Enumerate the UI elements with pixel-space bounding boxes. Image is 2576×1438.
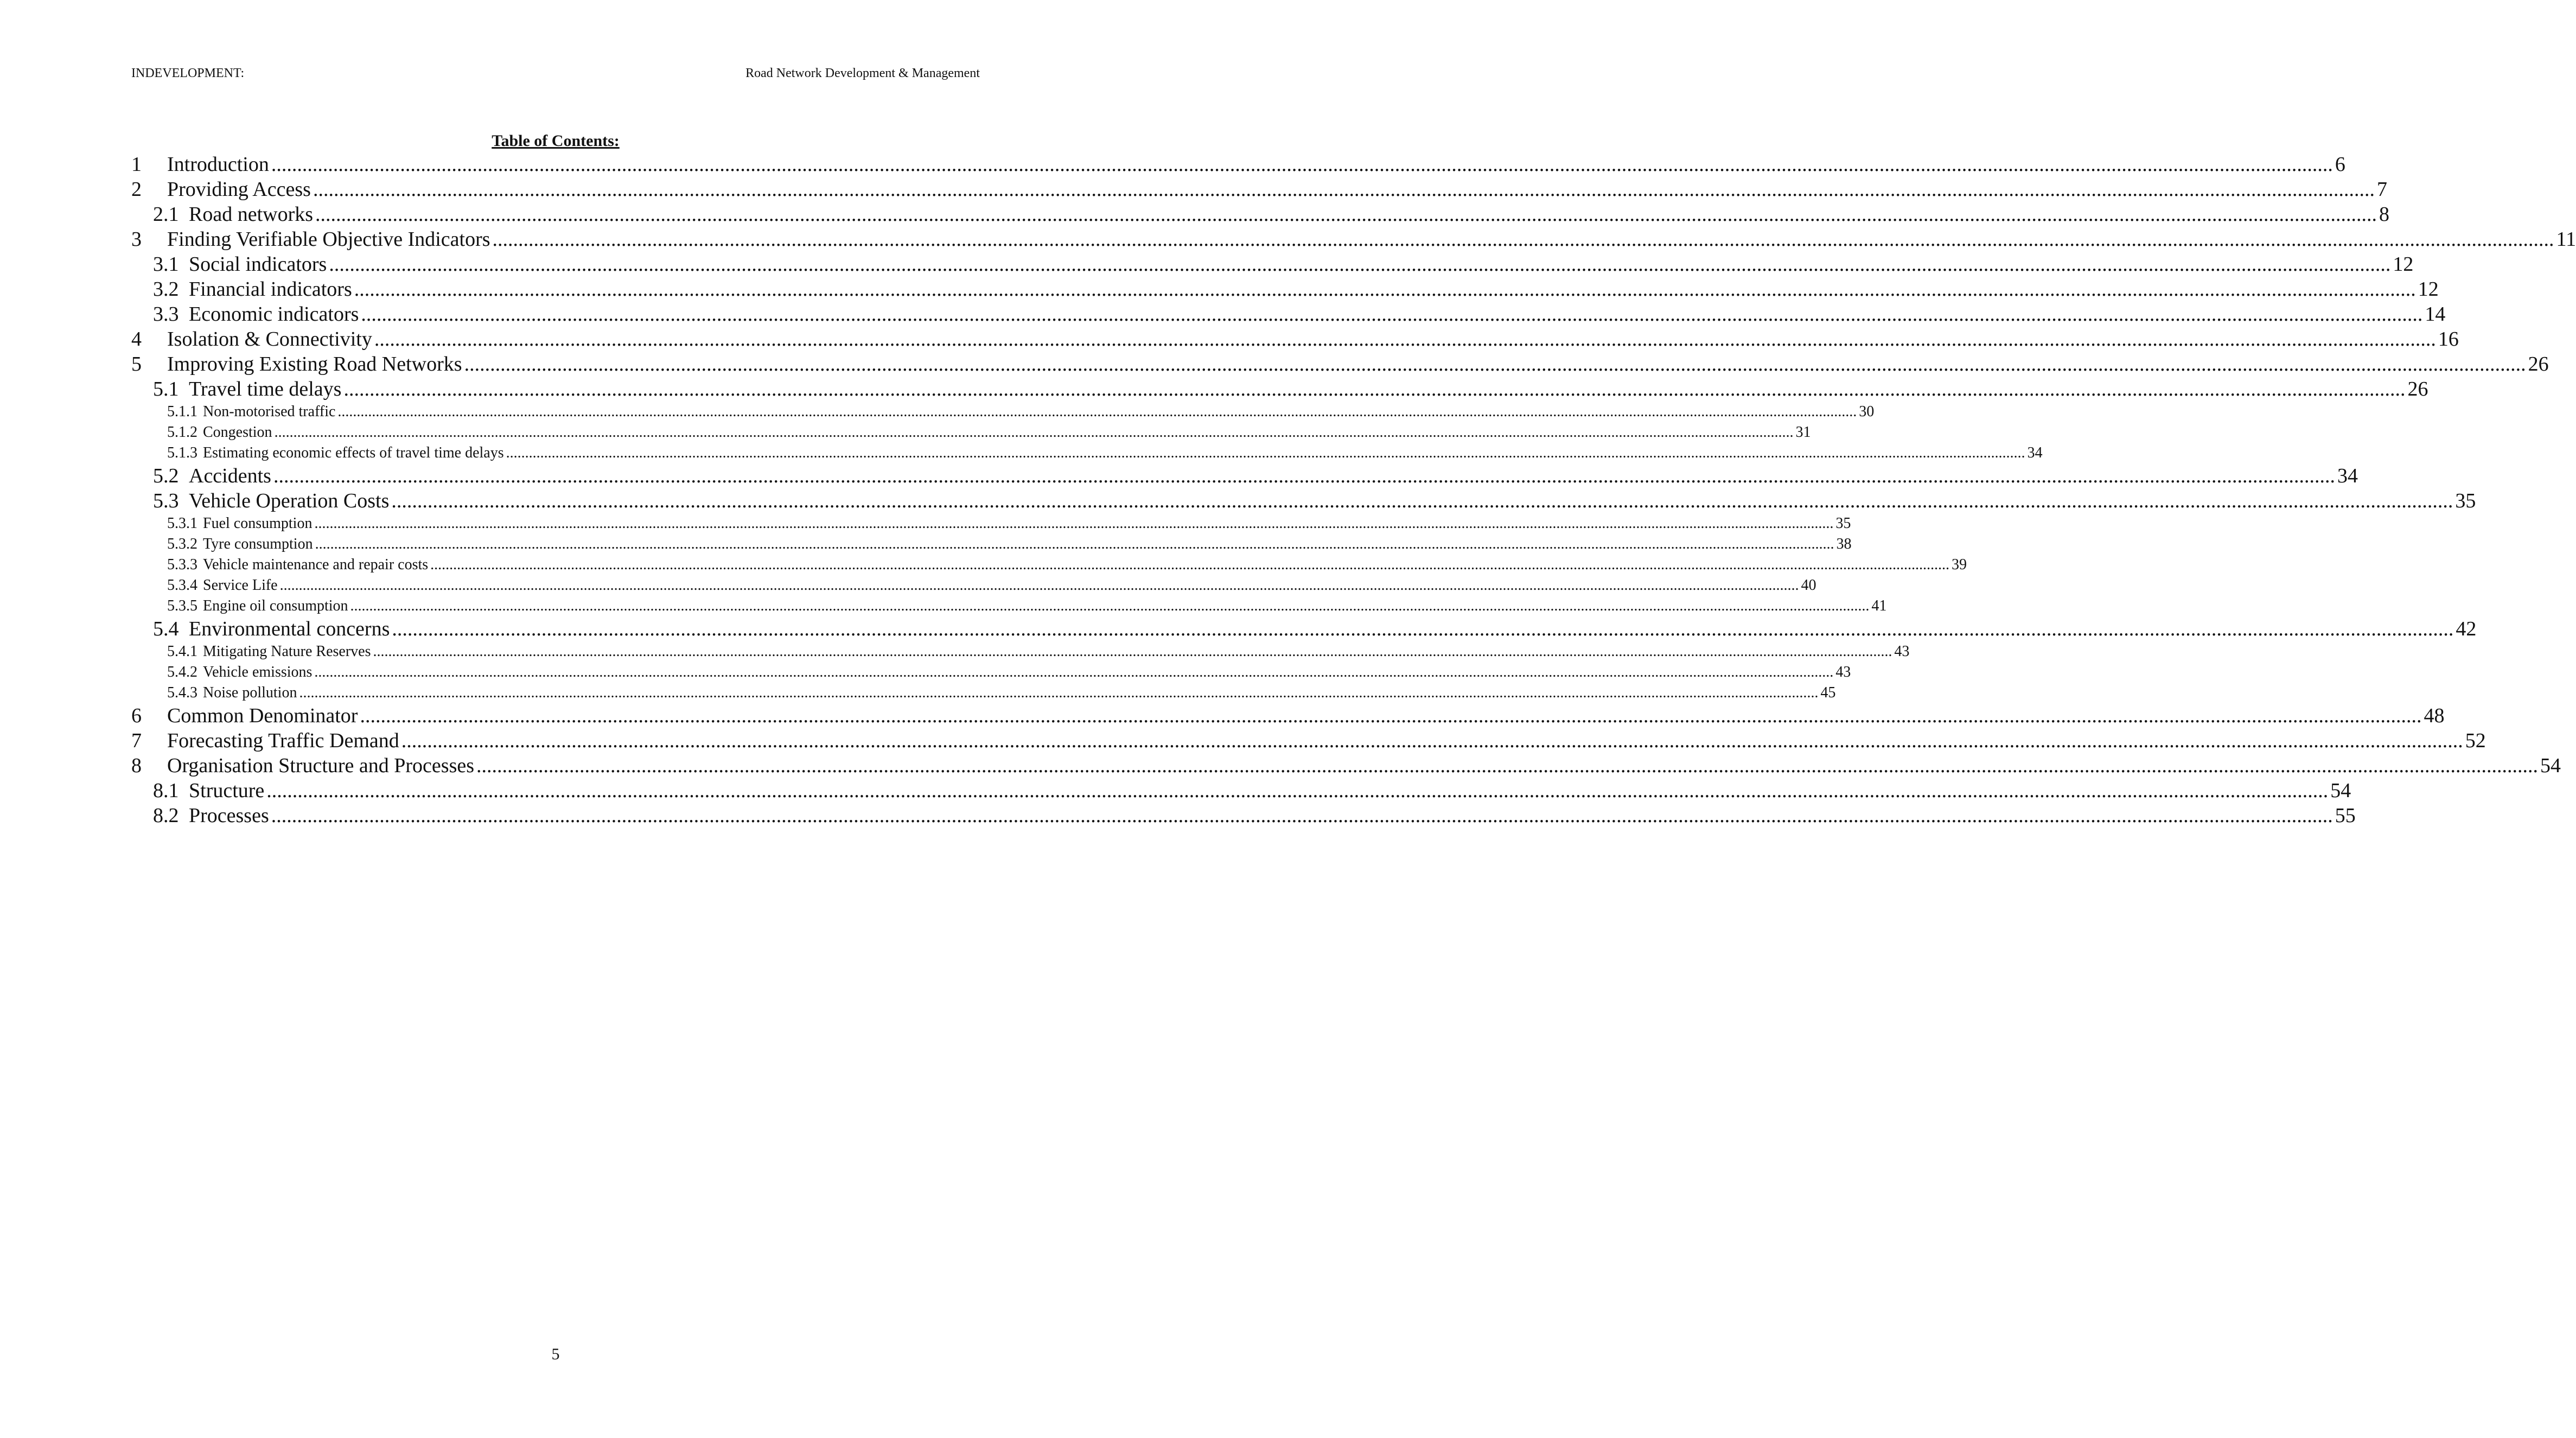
toc-entry[interactable] bbox=[131, 513, 1851, 534]
running-header-right: Road Network Development & Management bbox=[745, 66, 980, 80]
toc-entry[interactable] bbox=[131, 778, 2351, 803]
toc-entry-page: 26 bbox=[2528, 353, 2549, 376]
toc-entry-label: Engine oil consumption bbox=[203, 597, 348, 614]
toc-entry-number: 4 bbox=[131, 328, 142, 351]
toc-entry-label: Vehicle emissions bbox=[203, 664, 313, 680]
toc-entry-page: 55 bbox=[2335, 804, 2356, 827]
toc-entry[interactable] bbox=[131, 252, 2414, 277]
toc-dot-leader: ................................................................................................................................................................................................................................................................................................................................................................................................................ bbox=[329, 253, 2391, 276]
toc-dot-leader: ................................................................................................................................................................................................................................................................................................................................................................................................................ bbox=[279, 577, 1799, 594]
toc-dot-leader: ................................................................................................................................................................................................................................................................................................................................................................................................................ bbox=[354, 278, 2416, 301]
toc-entry-label: Providing Access bbox=[167, 178, 311, 201]
toc-entry[interactable] bbox=[131, 555, 1967, 575]
toc-entry-page: 41 bbox=[1871, 597, 1887, 614]
toc-entry[interactable] bbox=[131, 753, 2561, 778]
toc-entry-label: Forecasting Traffic Demand bbox=[167, 729, 399, 752]
toc-dot-leader: ................................................................................................................................................................................................................................................................................................................................................................................................................ bbox=[430, 556, 1950, 573]
toc-entry-page: 35 bbox=[2455, 489, 2476, 512]
toc-entry-page: 39 bbox=[1952, 556, 1967, 573]
toc-entry-number: 5.4.2 bbox=[167, 664, 197, 680]
page-number: 5 bbox=[551, 1345, 560, 1363]
toc-entry-number: 5.3.1 bbox=[167, 515, 197, 532]
toc-entry[interactable] bbox=[131, 202, 2390, 227]
toc-dot-leader: ................................................................................................................................................................................................................................................................................................................................................................................................................ bbox=[373, 643, 1892, 660]
toc-entry-number: 5 bbox=[131, 353, 142, 376]
toc-entry-page: 30 bbox=[1859, 403, 1874, 420]
toc-dot-leader: ................................................................................................................................................................................................................................................................................................................................................................................................................ bbox=[271, 153, 2333, 176]
toc-entry-number: 5.3.4 bbox=[167, 577, 197, 594]
toc-entry-label: Introduction bbox=[167, 153, 269, 176]
toc-entry-page: 12 bbox=[2418, 278, 2439, 301]
toc-entry[interactable] bbox=[131, 277, 2439, 302]
toc-entry[interactable] bbox=[131, 534, 1852, 555]
toc-entry-number: 8.1 bbox=[153, 779, 179, 802]
toc-entry-number: 8.2 bbox=[153, 804, 179, 827]
toc-dot-leader: ................................................................................................................................................................................................................................................................................................................................................................................................................ bbox=[315, 203, 2377, 226]
toc-entry-number: 1 bbox=[131, 153, 142, 176]
toc-entry-number: 2.1 bbox=[153, 203, 179, 226]
toc-dot-leader: ................................................................................................................................................................................................................................................................................................................................................................................................................ bbox=[273, 465, 2335, 487]
toc-entry-label: Financial indicators bbox=[189, 278, 352, 301]
toc-entry-label: Mitigating Nature Reserves bbox=[203, 643, 371, 660]
toc-dot-leader: ................................................................................................................................................................................................................................................................................................................................................................................................................ bbox=[401, 729, 2463, 752]
toc-dot-leader: ................................................................................................................................................................................................................................................................................................................................................................................................................ bbox=[374, 328, 2436, 351]
toc-entry-page: 8 bbox=[2379, 203, 2390, 226]
toc-dot-leader: ................................................................................................................................................................................................................................................................................................................................................................................................................ bbox=[476, 754, 2539, 777]
toc-entry[interactable] bbox=[131, 352, 2549, 377]
toc-entry-label: Service Life bbox=[203, 577, 278, 594]
toc-dot-leader: ................................................................................................................................................................................................................................................................................................................................................................................................................ bbox=[314, 664, 1834, 680]
toc-dot-leader: ................................................................................................................................................................................................................................................................................................................................................................................................................ bbox=[360, 704, 2422, 727]
toc-entry[interactable] bbox=[131, 302, 2446, 327]
toc-entry-label: Road networks bbox=[189, 203, 314, 226]
toc-entry-number: 3 bbox=[131, 228, 142, 251]
toc-entry-number: 5.1.3 bbox=[167, 444, 197, 461]
toc-entry[interactable] bbox=[131, 641, 1910, 662]
toc-entry[interactable] bbox=[131, 422, 1811, 443]
toc-entry-label: Estimating economic effects of travel time delays bbox=[203, 444, 504, 461]
toc-dot-leader: ................................................................................................................................................................................................................................................................................................................................................................................................................ bbox=[492, 228, 2554, 251]
toc-entry-label: Improving Existing Road Networks bbox=[167, 353, 462, 376]
toc-entry-label: Processes bbox=[189, 804, 269, 827]
toc-entry-label: Vehicle Operation Costs bbox=[189, 489, 390, 512]
toc-entry-label: Accidents bbox=[189, 465, 271, 487]
toc-entry-number: 5.3.2 bbox=[167, 536, 197, 552]
toc-entry-page: 52 bbox=[2465, 729, 2486, 752]
toc-entry-page: 16 bbox=[2438, 328, 2459, 351]
toc-dot-leader: ................................................................................................................................................................................................................................................................................................................................................................................................................ bbox=[391, 489, 2453, 512]
toc-entry-page: 12 bbox=[2393, 253, 2414, 276]
toc-entry-page: 26 bbox=[2407, 378, 2428, 400]
toc-entry-label: Finding Verifiable Objective Indicators bbox=[167, 228, 490, 251]
toc-entry-number: 2 bbox=[131, 178, 142, 201]
toc-entry[interactable] bbox=[131, 683, 1836, 703]
toc-entry-number: 3.2 bbox=[153, 278, 179, 301]
toc-entry-number: 7 bbox=[131, 729, 142, 752]
toc-entry-label: Economic indicators bbox=[189, 303, 359, 326]
toc-dot-leader: ................................................................................................................................................................................................................................................................................................................................................................................................................ bbox=[337, 403, 1857, 420]
toc-entry-label: Travel time delays bbox=[189, 378, 342, 400]
toc-entry[interactable] bbox=[131, 377, 2428, 402]
toc-entry-page: 45 bbox=[1820, 684, 1836, 701]
toc-entry-label: Isolation & Connectivity bbox=[167, 328, 372, 351]
toc-entry-number: 5.1.2 bbox=[167, 424, 197, 441]
toc-entry-label: Vehicle maintenance and repair costs bbox=[203, 556, 429, 573]
toc-entry-number: 5.4 bbox=[153, 618, 179, 640]
toc-entry-label: Organisation Structure and Processes bbox=[167, 754, 475, 777]
toc-entry-label: Common Denominator bbox=[167, 704, 358, 727]
toc-entry-number: 5.3.3 bbox=[167, 556, 197, 573]
toc-entry-number: 3.3 bbox=[153, 303, 179, 326]
toc-entry-page: 54 bbox=[2330, 779, 2351, 802]
toc-entry-page: 6 bbox=[2335, 153, 2345, 176]
toc-entry-label: Fuel consumption bbox=[203, 515, 313, 532]
toc-dot-leader: ................................................................................................................................................................................................................................................................................................................................................................................................................ bbox=[506, 444, 2025, 461]
toc-dot-leader: ................................................................................................................................................................................................................................................................................................................................................................................................................ bbox=[314, 515, 1834, 532]
toc-dot-leader: ................................................................................................................................................................................................................................................................................................................................................................................................................ bbox=[299, 684, 1819, 701]
toc-entry-page: 11 bbox=[2556, 228, 2576, 251]
toc-entry[interactable] bbox=[131, 227, 2576, 252]
toc-entry-number: 5.3.5 bbox=[167, 597, 197, 614]
toc-entry[interactable] bbox=[131, 616, 2477, 641]
toc-dot-leader: ................................................................................................................................................................................................................................................................................................................................................................................................................ bbox=[464, 353, 2526, 376]
toc-entry-label: Congestion bbox=[203, 424, 272, 441]
toc-entry[interactable] bbox=[131, 463, 2358, 488]
toc-entry[interactable] bbox=[131, 177, 2387, 202]
toc-dot-leader: ................................................................................................................................................................................................................................................................................................................................................................................................................ bbox=[350, 597, 1870, 614]
toc-entry-label: Noise pollution bbox=[203, 684, 297, 701]
toc-dot-leader: ................................................................................................................................................................................................................................................................................................................................................................................................................ bbox=[266, 779, 2329, 802]
toc-entry-page: 35 bbox=[1835, 515, 1851, 532]
toc-entry-page: 43 bbox=[1835, 664, 1851, 680]
toc-entry[interactable] bbox=[131, 575, 1816, 596]
toc-entry[interactable] bbox=[131, 728, 2486, 753]
toc-entry[interactable] bbox=[131, 402, 1874, 422]
toc-entry[interactable] bbox=[131, 803, 2356, 828]
toc-entry[interactable] bbox=[131, 443, 2043, 463]
toc-entry[interactable] bbox=[131, 488, 2476, 513]
toc-entry-label: Tyre consumption bbox=[203, 536, 313, 552]
toc-entry[interactable] bbox=[131, 596, 1887, 616]
toc-entry-number: 5.4.3 bbox=[167, 684, 197, 701]
toc-entry-label: Environmental concerns bbox=[189, 618, 390, 640]
toc-entry-page: 34 bbox=[2337, 465, 2358, 487]
toc-entry-page: 7 bbox=[2376, 178, 2387, 201]
toc-entry-page: 42 bbox=[2456, 618, 2477, 640]
toc-entry-number: 5.3 bbox=[153, 489, 179, 512]
toc-entry-page: 34 bbox=[2027, 444, 2043, 461]
toc-entry-label: Non-motorised traffic bbox=[203, 403, 336, 420]
toc-dot-leader: ................................................................................................................................................................................................................................................................................................................................................................................................................ bbox=[315, 536, 1834, 552]
running-header-left: INDEVELOPMENT: bbox=[131, 66, 245, 80]
toc-entry[interactable] bbox=[131, 152, 2345, 177]
toc-entry-page: 31 bbox=[1795, 424, 1811, 441]
toc-entry-number: 5.1.1 bbox=[167, 403, 197, 420]
toc-entry-page: 14 bbox=[2425, 303, 2446, 326]
toc-dot-leader: ................................................................................................................................................................................................................................................................................................................................................................................................................ bbox=[271, 804, 2333, 827]
table-of-contents bbox=[131, 152, 2576, 828]
toc-entry-number: 5.4.1 bbox=[167, 643, 197, 660]
toc-entry-number: 8 bbox=[131, 754, 142, 777]
toc-entry-number: 5.1 bbox=[153, 378, 179, 400]
toc-entry[interactable] bbox=[131, 703, 2445, 728]
toc-title: Table of Contents: bbox=[492, 132, 620, 150]
toc-entry-label: Social indicators bbox=[189, 253, 327, 276]
toc-entry[interactable] bbox=[131, 662, 1851, 683]
toc-entry[interactable] bbox=[131, 327, 2459, 352]
toc-entry-number: 5.2 bbox=[153, 465, 179, 487]
toc-entry-page: 54 bbox=[2540, 754, 2561, 777]
toc-dot-leader: ................................................................................................................................................................................................................................................................................................................................................................................................................ bbox=[392, 618, 2454, 640]
toc-dot-leader: ................................................................................................................................................................................................................................................................................................................................................................................................................ bbox=[361, 303, 2423, 326]
toc-entry-page: 38 bbox=[1836, 536, 1852, 552]
toc-entry-page: 48 bbox=[2424, 704, 2445, 727]
toc-entry-page: 43 bbox=[1894, 643, 1910, 660]
toc-entry-number: 6 bbox=[131, 704, 142, 727]
toc-entry-label: Structure bbox=[189, 779, 265, 802]
toc-dot-leader: ................................................................................................................................................................................................................................................................................................................................................................................................................ bbox=[313, 178, 2375, 201]
toc-dot-leader: ................................................................................................................................................................................................................................................................................................................................................................................................................ bbox=[274, 424, 1794, 441]
toc-dot-leader: ................................................................................................................................................................................................................................................................................................................................................................................................................ bbox=[343, 378, 2406, 400]
toc-entry-page: 40 bbox=[1801, 577, 1816, 594]
toc-entry-number: 3.1 bbox=[153, 253, 179, 276]
